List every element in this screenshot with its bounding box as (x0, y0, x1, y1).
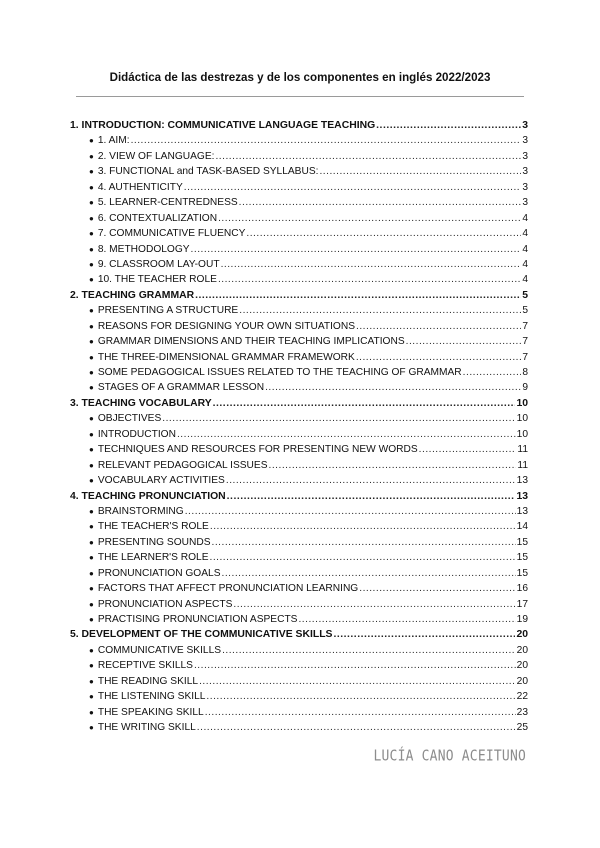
toc-section-label: 4. TEACHING PRONUNCIATION (70, 490, 226, 502)
bullet-icon: ● (89, 645, 94, 655)
toc-leader-dots (376, 118, 521, 133)
toc-item-label: RELEVANT PEDAGOGICAL ISSUES (97, 459, 268, 471)
toc-page-number: 4 (522, 212, 528, 224)
toc-item-entry[interactable] (70, 705, 528, 720)
toc-item-entry[interactable] (70, 504, 528, 519)
toc-item-label: RECEPTIVE SKILLS (97, 660, 193, 672)
toc-page-number: 3 (522, 181, 528, 193)
toc-page-number: 20 (516, 660, 528, 672)
toc-leader-dots (265, 380, 521, 395)
toc-item-entry[interactable] (70, 535, 528, 550)
toc-page-number: 10 (516, 397, 528, 409)
toc-leader-dots (191, 242, 522, 257)
toc-item-label: STAGES OF A GRAMMAR LESSON (97, 382, 265, 394)
toc-page-number: 11 (517, 444, 528, 456)
toc-leader-dots (212, 535, 516, 550)
toc-page-number: 17 (516, 598, 528, 610)
toc-leader-dots (239, 303, 521, 318)
toc-item-label: OBJECTIVES (97, 413, 162, 425)
toc-item-label: 6. CONTEXTUALIZATION (97, 212, 218, 224)
toc-section-label: 5. DEVELOPMENT OF THE COMMUNICATIVE SKILLS (70, 629, 333, 641)
toc-item-entry[interactable] (70, 350, 528, 365)
toc-item-entry[interactable] (70, 720, 528, 735)
toc-item-label: INTRODUCTION (97, 428, 176, 440)
toc-page-number: 20 (516, 629, 528, 641)
toc-leader-dots (185, 504, 516, 519)
bullet-icon: ● (89, 167, 94, 177)
toc-item-entry[interactable] (70, 334, 528, 349)
bullet-icon: ● (89, 383, 94, 393)
toc-page-number: 4 (522, 243, 528, 255)
toc-page-number: 4 (522, 258, 528, 270)
bullet-icon: ● (89, 414, 94, 424)
toc-item-label: THE THREE-DIMENSIONAL GRAMMAR FRAMEWORK (97, 351, 355, 363)
toc-item-entry[interactable] (70, 411, 528, 426)
toc-section-entry[interactable] (70, 288, 528, 303)
toc-item-entry[interactable] (70, 319, 528, 334)
toc-page-number: 5 (522, 289, 528, 301)
bullet-icon: ● (89, 259, 94, 269)
bullet-icon: ● (89, 476, 94, 486)
bullet-icon: ● (89, 723, 94, 733)
toc-page-number: 8 (522, 367, 528, 378)
toc-item-entry[interactable] (70, 519, 528, 534)
toc-item-entry[interactable] (70, 195, 528, 210)
bullet-icon: ● (89, 321, 94, 331)
toc-item-label: 1. AIM: (97, 135, 130, 147)
toc-section-label: 2. TEACHING GRAMMAR (70, 289, 195, 301)
toc-leader-dots (215, 149, 521, 164)
toc-item-label: 10. THE TEACHER ROLE (97, 274, 217, 286)
bullet-icon: ● (89, 584, 94, 594)
bullet-icon: ● (89, 368, 94, 377)
toc-leader-dots (356, 319, 521, 334)
toc-item-label: 5. LEARNER-CENTREDNESS (97, 197, 238, 209)
bullet-icon: ● (89, 306, 94, 316)
toc-page-number: 5 (522, 305, 528, 317)
toc-leader-dots (239, 195, 522, 210)
toc-leader-dots (269, 458, 517, 473)
toc-leader-dots (419, 442, 517, 457)
toc-item-entry[interactable] (70, 380, 528, 395)
toc-leader-dots (221, 257, 522, 272)
toc-item-label: PRESENTING A STRUCTURE (97, 305, 239, 317)
toc-page-number: 16 (516, 583, 528, 595)
toc-item-label: COMMUNICATIVE SKILLS (97, 644, 222, 656)
toc-leader-dots (218, 211, 521, 226)
bullet-icon: ● (89, 615, 94, 624)
bullet-icon: ● (89, 229, 94, 239)
toc-page-number: 13 (516, 505, 528, 517)
toc-page-number: 3 (522, 197, 528, 209)
toc-item-label: THE READING SKILL (97, 675, 199, 687)
toc-item-entry[interactable] (70, 303, 528, 318)
toc-item-label: PRESENTING SOUNDS (97, 536, 211, 548)
toc-page-number: 7 (522, 351, 528, 363)
toc-item-label: 4. AUTHENTICITY (97, 181, 183, 193)
toc-leader-dots (209, 550, 515, 565)
toc-section-entry[interactable] (70, 489, 528, 504)
toc-item-label: GRAMMAR DIMENSIONS AND THEIR TEACHING IMPLICATIONS (97, 336, 405, 348)
toc-leader-dots (199, 674, 516, 689)
toc-item-label: THE LEARNER'S ROLE (97, 552, 209, 564)
toc-leader-dots (246, 226, 521, 241)
toc-section-entry[interactable] (70, 627, 528, 642)
bullet-icon: ● (89, 352, 94, 362)
toc-page-number: 11 (517, 459, 528, 471)
toc-item-label: PRACTISING PRONUNCIATION ASPECTS (97, 614, 298, 625)
toc-section-entry[interactable] (70, 118, 528, 133)
toc-item-label: 3. FUNCTIONAL and TASK-BASED SYLLABUS: (97, 166, 319, 178)
toc-leader-dots (233, 597, 515, 612)
bullet-icon: ● (89, 460, 94, 470)
toc-leader-dots (210, 519, 516, 534)
toc-leader-dots (206, 689, 515, 704)
toc-page-number: 9 (522, 382, 528, 394)
toc-leader-dots (356, 350, 522, 365)
toc-page-number: 3 (522, 135, 528, 147)
toc-item-entry[interactable] (70, 473, 528, 488)
toc-item-label: THE TEACHER'S ROLE (97, 521, 209, 533)
bullet-icon: ● (89, 661, 94, 671)
toc-item-label: THE WRITING SKILL (97, 722, 196, 734)
toc-page-number: 20 (516, 644, 528, 656)
toc-page-number: 3 (522, 166, 528, 178)
toc-item-entry[interactable] (70, 272, 528, 287)
bullet-icon: ● (89, 136, 94, 146)
toc-item-entry[interactable] (70, 257, 528, 272)
toc-leader-dots (463, 365, 522, 380)
toc-item-entry[interactable] (70, 612, 528, 627)
toc-item-entry[interactable] (70, 643, 528, 658)
toc-page-number: 4 (522, 228, 528, 240)
document-title: Didáctica de las destrezas y de los componentes en inglés 2022/2023 (109, 71, 491, 84)
toc-page-number: 7 (522, 336, 528, 348)
bullet-icon: ● (89, 213, 94, 223)
toc-page-number: 20 (516, 675, 528, 687)
bullet-icon: ● (89, 707, 94, 717)
document-header (0, 71, 600, 84)
toc-page-number: 22 (516, 691, 528, 703)
toc-item-label: SOME PEDAGOGICAL ISSUES RELATED TO THE TEACHING OF GRAMMAR (97, 367, 462, 378)
toc-page-number: 4 (522, 274, 528, 286)
toc-item-entry[interactable] (70, 674, 528, 689)
toc-leader-dots (333, 627, 515, 642)
toc-page-number: 14 (516, 521, 528, 533)
bullet-icon: ● (89, 568, 94, 578)
toc-page-number: 23 (516, 706, 528, 718)
toc-item-label: PRONUNCIATION GOALS (97, 567, 221, 579)
toc-section-label: 1. INTRODUCTION: COMMUNICATIVE LANGUAGE TEACHING (70, 120, 376, 131)
bullet-icon: ● (89, 599, 94, 609)
header-divider (76, 96, 524, 97)
toc-leader-dots (218, 272, 521, 287)
toc-leader-dots (406, 334, 522, 349)
toc-item-label: 7. COMMUNICATIVE FLUENCY (97, 228, 246, 240)
bullet-icon: ● (89, 692, 94, 702)
toc-leader-dots (222, 566, 516, 581)
toc-item-label: VOCABULARY ACTIVITIES (97, 475, 225, 487)
toc-item-label: PRONUNCIATION ASPECTS (97, 598, 233, 610)
toc-page-number: 10 (516, 413, 528, 425)
toc-leader-dots (197, 720, 516, 735)
toc-leader-dots (131, 133, 522, 148)
toc-page-number: 25 (516, 722, 528, 734)
toc-item-entry[interactable] (70, 242, 528, 257)
table-of-contents (70, 118, 528, 736)
bullet-icon: ● (89, 151, 94, 161)
toc-item-label: THE LISTENING SKILL (97, 691, 206, 703)
toc-leader-dots (162, 411, 515, 426)
toc-leader-dots (213, 396, 516, 411)
toc-item-entry[interactable] (70, 211, 528, 226)
bullet-icon: ● (89, 553, 94, 563)
bullet-icon: ● (89, 429, 94, 439)
toc-item-label: REASONS FOR DESIGNING YOUR OWN SITUATIONS (97, 320, 356, 332)
toc-item-label: 2. VIEW OF LANGUAGE: (97, 150, 215, 162)
bullet-icon: ● (89, 275, 94, 285)
toc-item-label: BRAINSTORMING (97, 505, 184, 517)
toc-page-number: 19 (516, 614, 528, 625)
toc-section-entry[interactable] (70, 396, 528, 411)
toc-page-number: 7 (522, 320, 528, 332)
toc-leader-dots (194, 658, 516, 673)
toc-leader-dots (222, 643, 516, 658)
toc-item-entry[interactable] (70, 550, 528, 565)
toc-item-entry[interactable] (70, 427, 528, 442)
toc-page-number: 10 (516, 428, 528, 440)
bullet-icon: ● (89, 337, 94, 347)
toc-item-label: THE SPEAKING SKILL (97, 706, 204, 718)
toc-page-number: 13 (516, 490, 528, 502)
toc-leader-dots (205, 705, 516, 720)
toc-item-entry[interactable] (70, 458, 528, 473)
bullet-icon: ● (89, 182, 94, 192)
toc-section-label: 3. TEACHING VOCABULARY (70, 397, 212, 409)
toc-item-entry[interactable] (70, 149, 528, 164)
toc-item-entry[interactable] (70, 581, 528, 596)
toc-item-entry[interactable] (70, 133, 528, 148)
bullet-icon: ● (89, 522, 94, 532)
toc-item-entry[interactable] (70, 365, 528, 380)
toc-page-number: 15 (516, 552, 528, 564)
toc-leader-dots (177, 427, 516, 442)
toc-page-number: 15 (516, 536, 528, 548)
toc-leader-dots (184, 180, 522, 195)
bullet-icon: ● (89, 676, 94, 686)
toc-item-label: FACTORS THAT AFFECT PRONUNCIATION LEARNING (97, 583, 359, 595)
bullet-icon: ● (89, 506, 94, 516)
author-signature: LUCÍA CANO ACEITUNO (373, 747, 526, 766)
toc-page-number: 3 (522, 120, 528, 131)
bullet-icon: ● (89, 198, 94, 208)
toc-leader-dots (226, 473, 516, 488)
toc-item-label: 9. CLASSROOM LAY-OUT (97, 258, 220, 270)
toc-leader-dots (319, 164, 521, 179)
toc-page-number: 15 (516, 567, 528, 579)
toc-item-entry[interactable] (70, 164, 528, 179)
toc-item-label: 8. METHODOLOGY (97, 243, 190, 255)
toc-item-entry[interactable] (70, 597, 528, 612)
bullet-icon: ● (89, 244, 94, 254)
toc-item-entry[interactable] (70, 566, 528, 581)
toc-item-entry[interactable] (70, 689, 528, 704)
bullet-icon: ● (89, 445, 94, 455)
bullet-icon: ● (89, 537, 94, 547)
toc-item-entry[interactable] (70, 658, 528, 673)
toc-leader-dots (195, 288, 521, 303)
toc-page-number: 13 (516, 475, 528, 487)
toc-item-entry[interactable] (70, 442, 528, 457)
toc-item-entry[interactable] (70, 180, 528, 195)
toc-item-label: TECHNIQUES AND RESOURCES FOR PRESENTING NEW WORDS (97, 444, 418, 456)
toc-page-number: 3 (522, 150, 528, 162)
toc-item-entry[interactable] (70, 226, 528, 241)
toc-leader-dots (359, 581, 515, 596)
toc-leader-dots (298, 612, 515, 627)
toc-leader-dots (227, 489, 516, 504)
